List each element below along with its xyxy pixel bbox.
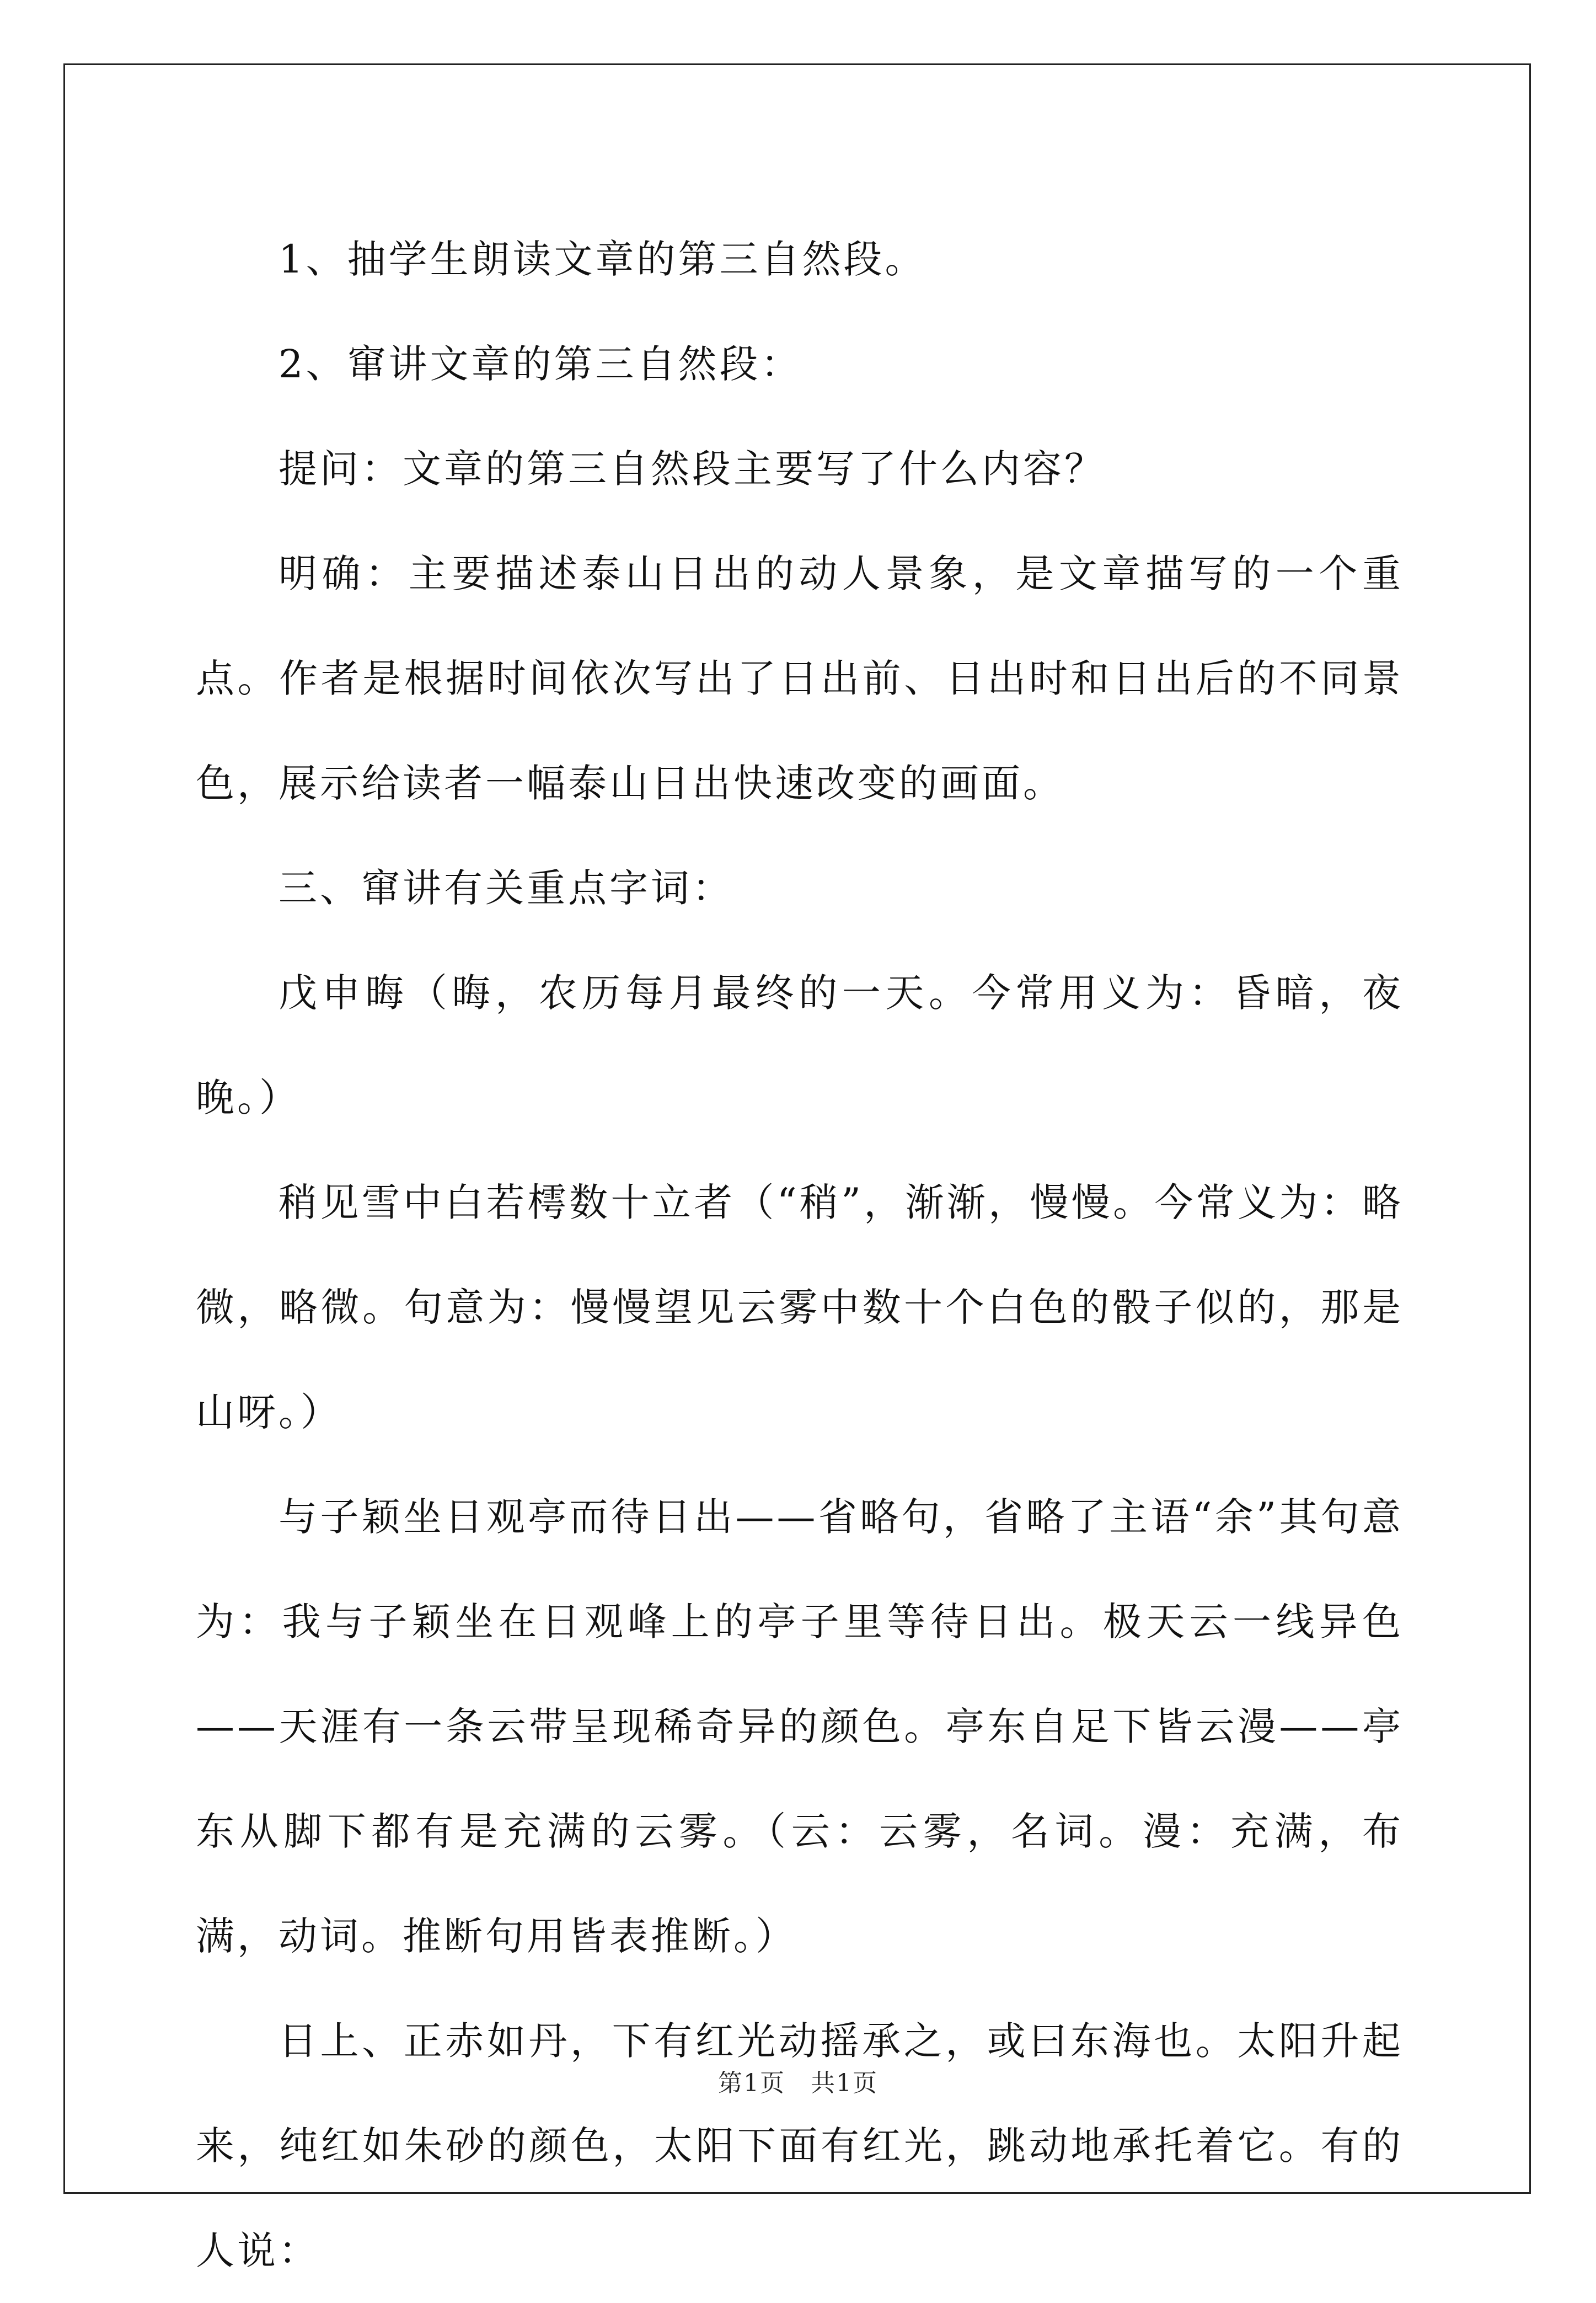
paragraph-5: 三、窜讲有关重点字词： [279,865,733,911]
paragraph-1: 1、抽学生朗读文章的第三自然段。 [279,237,926,282]
paragraph-9: 日上、正赤如丹，下有红光动摇承之，或曰东海也。太阳升起来，纯红如朱砂的颜色，太阳下面有红光，跳动地承托着它。有的人说： [196,2018,1404,2273]
paragraph-7: 稍见雪中白若樗数十立者（“稍”，渐渐，慢慢。今常义为：略微，略微。句意为：慢慢望见云雾中数十个白色的骰子似的，那是山呀。） [196,1180,1404,1435]
document-body [196,207,1404,2303]
paragraph-4: 明确：主要描述泰山日出的动人景象，是文章描写的一个重点。作者是根据时间依次写出了日出前、日出时和日出后的不同景色，展示给读者一幅泰山日出快速改变的画面。 [196,551,1404,806]
paragraph-2: 2、窜讲文章的第三自然段： [279,341,802,387]
paragraph-3: 提问：文章的第三自然段主要写了什么内容？ [279,446,1106,491]
page-footer: 第1页 共1页 [718,2069,878,2097]
paragraph-8: 与子颖坐日观亭而待日出——省略句，省略了主语“余”其句意为：我与子颖坐在日观峰上的亭子里等待日出。极天云一线异色——天涯有一条云带呈现稀奇异的颜色。亭东自足下皆云漫——亭东从脚下都有是充满的云雾。（云：云雾，名词。漫：充满，布满，动词。推断句用皆表推断。） [196,1494,1404,1959]
paragraph-6: 戊申晦（晦，农历每月最终的一天。今常用义为：昏暗，夜晚。） [196,970,1404,1120]
